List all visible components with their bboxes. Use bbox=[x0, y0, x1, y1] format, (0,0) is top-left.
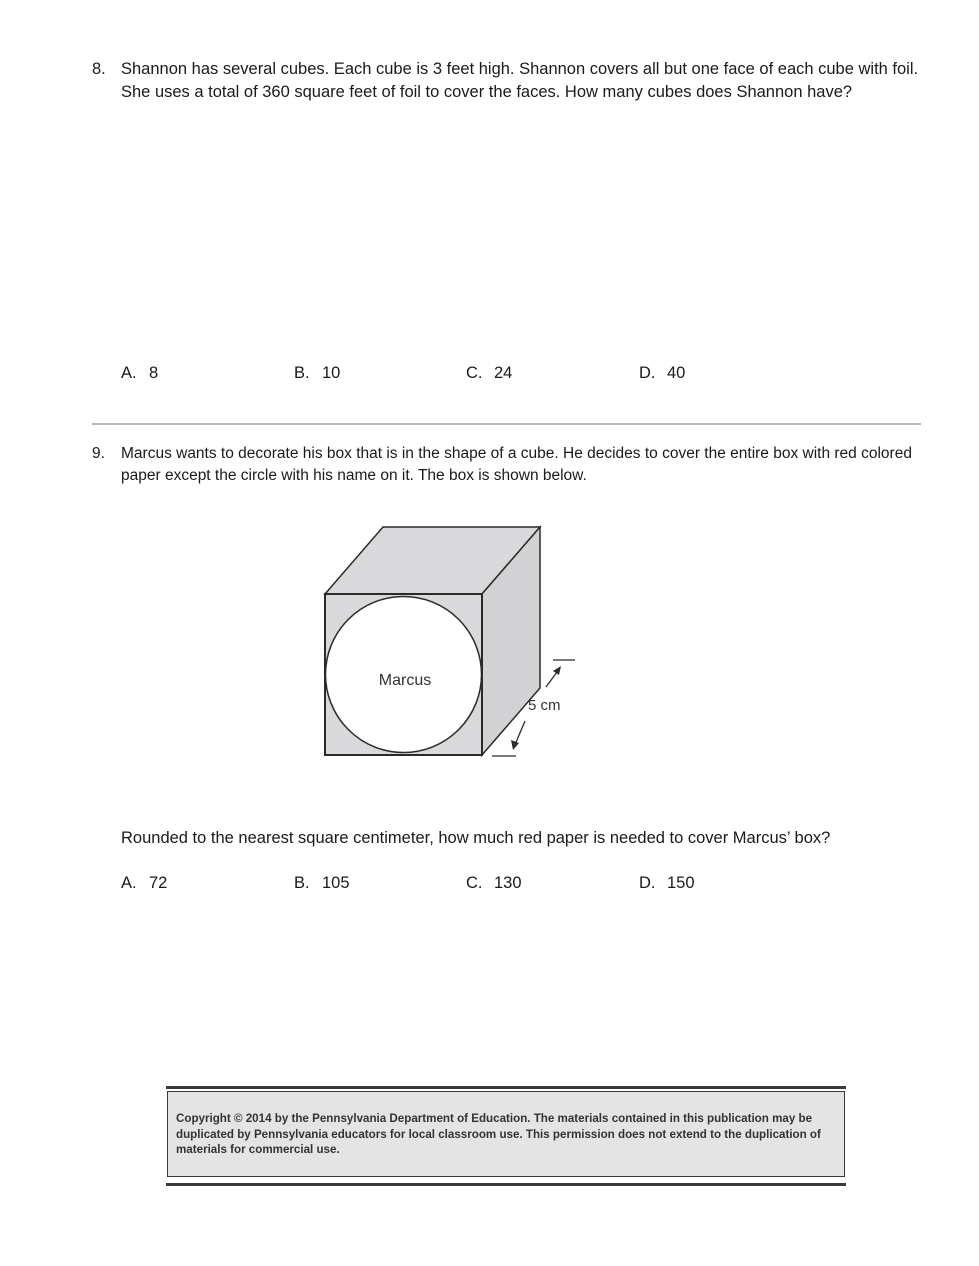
choice-value: 40 bbox=[667, 364, 686, 382]
choice-value: 24 bbox=[494, 364, 513, 382]
section-divider bbox=[92, 423, 921, 425]
choice-value: 150 bbox=[667, 874, 695, 892]
question-9-prompt: Rounded to the nearest square centimeter, how much red paper is needed to cover Marcus’ box? bbox=[121, 829, 831, 847]
question-9-choices bbox=[121, 874, 921, 898]
copyright-text: Copyright © 2014 by the Pennsylvania Department of Education. The materials contained in this publication may be duplicated by Pennsylvania educators for local classroom use. This permission does not extend to the duplication of materials for commercial use. bbox=[176, 1112, 821, 1156]
choice-letter: B. bbox=[294, 874, 310, 892]
choice-value: 130 bbox=[494, 874, 522, 892]
question-9 bbox=[92, 443, 922, 487]
circle-label: Marcus bbox=[378, 672, 432, 689]
choice-letter: C. bbox=[466, 874, 483, 892]
question-9-number: 9. bbox=[92, 445, 105, 462]
question-8-number: 8. bbox=[92, 60, 106, 78]
choice-9-c[interactable] bbox=[466, 874, 522, 893]
choice-letter: C. bbox=[466, 364, 483, 382]
question-8-text: Shannon has several cubes. Each cube is 3 feet high. Shannon covers all but one face of each cube with foil. She uses a total of 360 square feet of foil to cover the faces. How many cubes does Shannon have? bbox=[121, 60, 919, 101]
choice-8-d[interactable] bbox=[639, 364, 685, 383]
arrowhead-down bbox=[511, 740, 519, 750]
choice-value: 10 bbox=[322, 364, 341, 382]
choice-8-c[interactable] bbox=[466, 364, 512, 383]
choice-value: 8 bbox=[149, 364, 159, 382]
choice-letter: B. bbox=[294, 364, 310, 382]
choice-letter: A. bbox=[121, 874, 137, 892]
question-8 bbox=[92, 58, 922, 104]
question-8-choices bbox=[121, 364, 921, 388]
choice-9-a[interactable] bbox=[121, 874, 167, 893]
choice-8-a[interactable] bbox=[121, 364, 158, 383]
choice-letter: A. bbox=[121, 364, 137, 382]
arrowhead-up bbox=[553, 666, 561, 675]
choice-9-b[interactable] bbox=[294, 874, 350, 893]
footer-rule-bottom bbox=[166, 1183, 846, 1186]
question-9-text: Marcus wants to decorate his box that is in the shape of a cube. He decides to cover the entire box with red colored paper except the circle with his name on it. The box is shown below. bbox=[121, 445, 912, 484]
dimension-label: 5 cm bbox=[528, 697, 561, 714]
choice-letter: D. bbox=[639, 364, 656, 382]
copyright-footer bbox=[166, 1086, 846, 1186]
choice-8-b[interactable] bbox=[294, 364, 340, 383]
choice-value: 105 bbox=[322, 874, 350, 892]
footer-rule-top bbox=[166, 1086, 846, 1089]
choice-value: 72 bbox=[149, 874, 168, 892]
choice-letter: D. bbox=[639, 874, 656, 892]
cube-figure bbox=[310, 520, 600, 770]
choice-9-d[interactable] bbox=[639, 874, 695, 893]
